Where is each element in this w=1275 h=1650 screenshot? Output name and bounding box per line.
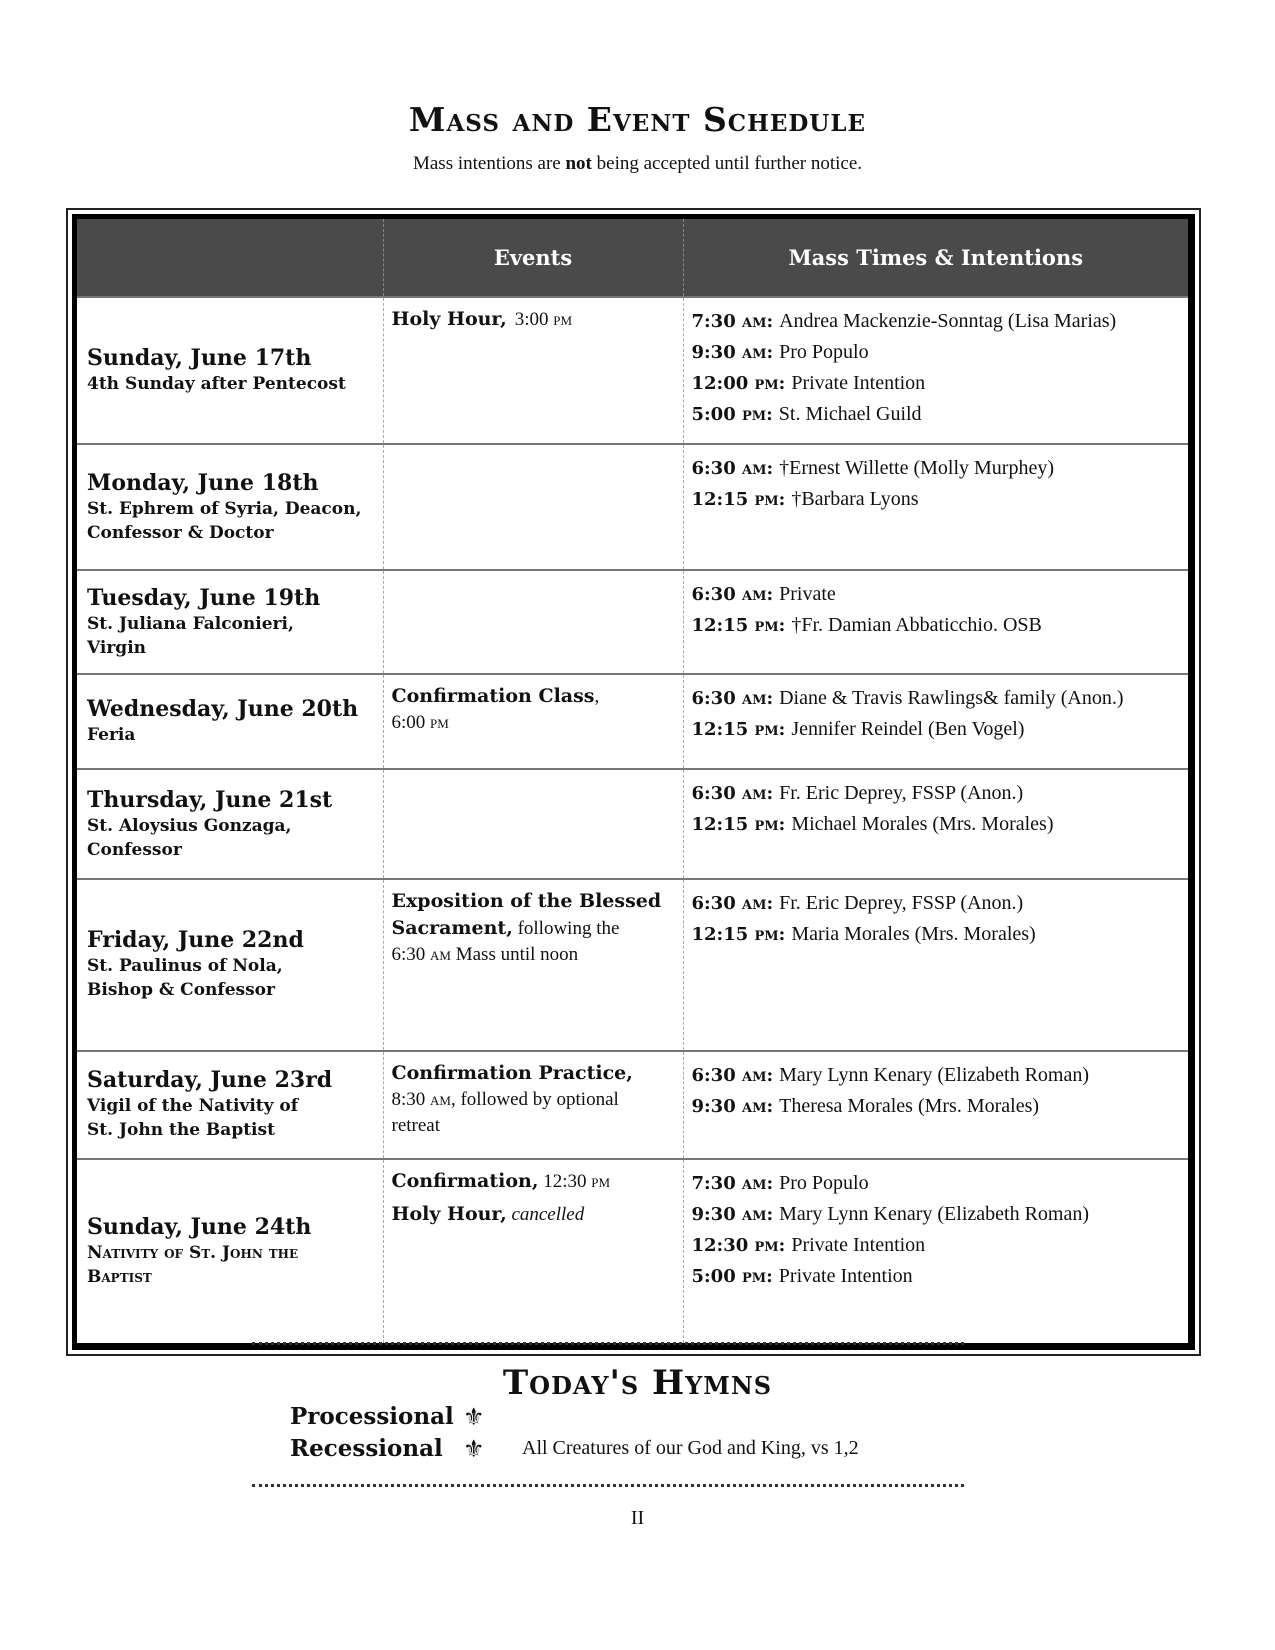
day-cell — [77, 879, 383, 1051]
table-header-row — [77, 219, 1188, 297]
mass-line — [692, 714, 1181, 745]
header-day — [77, 219, 383, 297]
subtitle-before: Mass intentions are — [412, 153, 566, 174]
mass-line — [692, 579, 1181, 610]
mass-cell — [683, 1159, 1188, 1343]
day-name: Sunday, June 24th — [87, 1213, 312, 1240]
mass-time: 12:15 pm: — [691, 718, 786, 740]
table-row — [77, 570, 1188, 674]
events-cell — [383, 769, 683, 879]
event-name: Confirmation, — [391, 1169, 539, 1192]
day-cell — [77, 1159, 383, 1343]
events-cell — [383, 570, 683, 674]
mass-cell — [683, 674, 1188, 769]
event-line — [392, 1113, 675, 1139]
mass-intention: Private Intention — [791, 1233, 926, 1256]
feast-name: Confessor & Doctor — [87, 522, 274, 543]
mass-line — [692, 484, 1181, 515]
events-cell — [383, 297, 683, 444]
mass-line — [692, 1199, 1181, 1230]
page-subtitle — [0, 153, 1275, 175]
mass-time: 9:30 am: — [691, 1203, 774, 1225]
mass-time: 12:15 pm: — [691, 814, 786, 836]
event-text: 6:30 — [391, 943, 431, 965]
mass-time: 12:15 pm: — [691, 489, 786, 511]
day-cell — [77, 570, 383, 674]
mass-cell — [683, 1051, 1188, 1159]
event-text: following the — [512, 917, 620, 939]
events-cell — [383, 444, 683, 570]
day-name: Thursday, June 21st — [87, 786, 333, 813]
mass-cell — [683, 879, 1188, 1051]
event-line — [392, 1060, 675, 1087]
mass-line — [692, 1168, 1181, 1199]
mass-intention: Michael Morales (Mrs. Morales) — [791, 813, 1054, 836]
feast-name: 4th Sunday after Pentecost — [87, 374, 346, 395]
schedule-body — [77, 297, 1188, 1343]
mass-line — [692, 399, 1181, 430]
event-time: am — [430, 943, 451, 965]
mass-line — [692, 368, 1181, 399]
mass-intention: Pro Populo — [779, 1171, 869, 1194]
day-cell — [77, 1051, 383, 1159]
feast-name: Virgin — [87, 637, 147, 658]
divider-bottom — [252, 1484, 964, 1487]
mass-time: 6:30 am: — [691, 687, 774, 709]
mass-time: 9:30 am: — [691, 342, 774, 363]
mass-intention: Pro Populo — [779, 341, 869, 363]
mass-line — [692, 610, 1181, 641]
day-name: Sunday, June 17th — [87, 345, 312, 372]
event-line — [392, 1168, 675, 1195]
events-cell — [383, 1159, 683, 1343]
mass-line — [692, 683, 1181, 714]
event-name: Holy Hour, — [391, 308, 507, 330]
mass-cell — [683, 444, 1188, 570]
feast-name: St. Juliana Falconieri, — [87, 613, 294, 634]
fleur-de-lis-icon: ⚜ — [463, 1403, 485, 1431]
mass-intention: Private Intention — [791, 372, 926, 394]
hymn-label: Recessional — [290, 1435, 443, 1462]
day-cell — [77, 674, 383, 769]
mass-intention: Mary Lynn Kenary (Elizabeth Roman) — [779, 1063, 1090, 1086]
mass-intention: St. Michael Guild — [778, 403, 922, 425]
header-events: Events — [383, 219, 683, 297]
table-row — [77, 769, 1188, 879]
feast-name: Feria — [87, 725, 136, 746]
table-row — [77, 1159, 1188, 1343]
hymns-title: Today's Hymns — [502, 1363, 773, 1403]
mass-cell — [683, 570, 1188, 674]
table-row — [77, 674, 1188, 769]
events-cell — [383, 674, 683, 769]
schedule-table-border — [72, 214, 1195, 1350]
event-text: , — [594, 685, 600, 707]
mass-intention: Theresa Morales (Mrs. Morales) — [779, 1094, 1040, 1117]
event-name: Exposition of the Blessed — [391, 889, 662, 912]
mass-intention: †Fr. Damian Abbaticchio. OSB — [791, 614, 1042, 637]
mass-time: 12:15 pm: — [691, 923, 786, 945]
day-name: Saturday, June 23rd — [87, 1067, 333, 1094]
mass-line — [692, 1230, 1181, 1261]
feast-name: St. Ephrem of Syria, Deacon, — [87, 498, 362, 519]
day-name: Tuesday, June 19th — [87, 584, 321, 611]
mass-intention: Fr. Eric Deprey, FSSP (Anon.) — [779, 782, 1024, 805]
mass-time: 7:30 am: — [691, 311, 774, 332]
event-name: Sacrament, — [391, 916, 513, 939]
mass-intention: Fr. Eric Deprey, FSSP (Anon.) — [779, 891, 1024, 914]
feast-name: Vigil of the Nativity of — [87, 1096, 299, 1117]
mass-intention: Private — [779, 583, 836, 606]
events-cell — [383, 879, 683, 1051]
schedule-table — [77, 219, 1188, 1343]
event-name: Holy Hour, — [391, 1202, 507, 1225]
mass-intention: Maria Morales (Mrs. Morales) — [791, 922, 1036, 945]
mass-intention: †Barbara Lyons — [791, 488, 919, 511]
event-line — [392, 306, 675, 333]
mass-intention: Private Intention — [778, 1264, 913, 1287]
day-cell — [77, 297, 383, 444]
event-name: Confirmation Practice, — [391, 1061, 633, 1084]
mass-time: 12:00 pm: — [691, 373, 786, 394]
event-status: cancelled — [511, 1203, 585, 1225]
mass-time: 6:30 am: — [691, 458, 774, 480]
mass-time: 9:30 am: — [691, 1095, 774, 1117]
event-line — [392, 915, 675, 942]
mass-intention: Diane & Travis Rawlings& family (Anon.) — [779, 686, 1124, 709]
mass-line — [692, 453, 1181, 484]
table-row — [77, 1051, 1188, 1159]
event-line — [392, 888, 675, 915]
event-name: Confirmation Class — [391, 684, 595, 707]
event-line — [392, 1087, 675, 1113]
event-time: am — [430, 1088, 451, 1110]
event-line — [392, 683, 675, 710]
mass-line — [692, 1060, 1181, 1091]
mass-cell — [683, 769, 1188, 879]
event-text: retreat — [391, 1114, 441, 1136]
mass-time: 6:30 am: — [691, 783, 774, 805]
event-text: 8:30 — [391, 1088, 431, 1110]
hymn-label: Processional — [290, 1403, 454, 1430]
event-line — [392, 942, 675, 968]
mass-line — [692, 306, 1181, 337]
subtitle-bold: not — [565, 153, 592, 174]
hymn-row-processional — [290, 1403, 990, 1433]
day-name: Friday, June 22nd — [87, 927, 304, 954]
feast-name: Baptist — [87, 1266, 152, 1287]
day-cell — [77, 769, 383, 879]
mass-intention: Jennifer Reindel (Ben Vogel) — [791, 717, 1025, 740]
event-text: , followed by optional — [450, 1088, 619, 1110]
mass-line — [692, 778, 1181, 809]
divider-top — [252, 1342, 964, 1345]
page-title: Mass and Event Schedule — [408, 100, 867, 139]
mass-line — [692, 888, 1181, 919]
day-name: Monday, June 18th — [87, 469, 319, 496]
event-text: Mass until noon — [450, 943, 579, 965]
mass-time: 7:30 am: — [691, 1172, 774, 1194]
feast-name: St. Paulinus of Nola, — [87, 956, 283, 977]
header-mass-times: Mass Times & Intentions — [683, 219, 1188, 297]
event-time: 12:30 pm — [543, 1170, 611, 1192]
mass-intention: Mary Lynn Kenary (Elizabeth Roman) — [779, 1202, 1090, 1225]
event-time: 3:00 pm — [514, 309, 573, 330]
mass-time: 12:15 pm: — [691, 615, 786, 637]
day-cell — [77, 444, 383, 570]
schedule-table-frame — [66, 208, 1201, 1356]
mass-line — [692, 337, 1181, 368]
hymn-value: All Creatures of our God and King, vs 1,2 — [522, 1437, 859, 1459]
mass-line — [692, 1261, 1181, 1292]
mass-time: 5:00 pm: — [691, 1265, 773, 1287]
mass-time: 6:30 am: — [691, 892, 774, 914]
mass-line — [692, 809, 1181, 840]
events-cell — [383, 1051, 683, 1159]
feast-name: St. Aloysius Gonzaga, — [87, 815, 292, 836]
fleur-de-lis-icon: ⚜ — [463, 1435, 485, 1463]
feast-name: Confessor — [87, 839, 182, 860]
mass-time: 5:00 pm: — [691, 404, 773, 425]
mass-time: 6:30 am: — [691, 584, 774, 606]
mass-time: 12:30 pm: — [691, 1234, 786, 1256]
page-number: II — [630, 1507, 645, 1529]
day-name: Wednesday, June 20th — [87, 696, 359, 723]
mass-line — [692, 1091, 1181, 1122]
feast-name: St. John the Baptist — [87, 1120, 275, 1141]
mass-cell — [683, 297, 1188, 444]
mass-line — [692, 919, 1181, 950]
hymn-row-recessional — [290, 1435, 990, 1465]
table-row — [77, 297, 1188, 444]
feast-name: Bishop & Confessor — [87, 980, 275, 1001]
mass-time: 6:30 am: — [691, 1064, 774, 1086]
feast-name: Nativity of St. John the — [87, 1242, 299, 1263]
event-line — [392, 1201, 675, 1228]
event-time: 6:00 pm — [391, 711, 449, 733]
mass-intention: †Ernest Willette (Molly Murphey) — [779, 457, 1054, 480]
mass-intention: Andrea Mackenzie-Sonntag (Lisa Marias) — [779, 310, 1117, 332]
table-row — [77, 879, 1188, 1051]
subtitle-after: being accepted until further notice. — [591, 153, 863, 174]
table-row — [77, 444, 1188, 570]
